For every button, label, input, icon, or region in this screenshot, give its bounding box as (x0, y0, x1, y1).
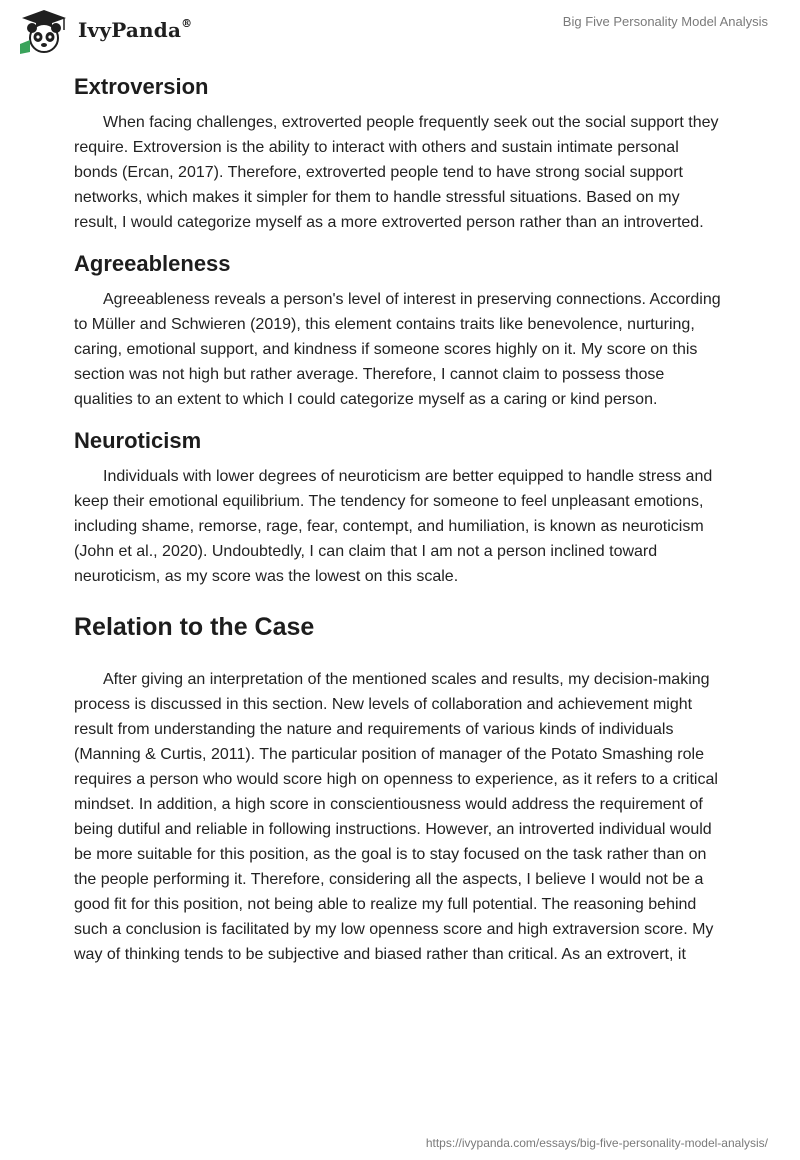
panda-logo-icon[interactable] (14, 8, 74, 56)
section-heading: Neuroticism (74, 428, 202, 453)
section-paragraph: When facing challenges, extroverted people frequently seek out the social support they require. Extroversion is the ability to interact with others and sustain intimate personal bonds (Ercan, 2017). Therefore, extroverted people tend to have strong social support networks, which makes it simpler for them to handle stressful situations. Based on my result, I would categorize myself as a more extroverted person rather than an introverted. (74, 114, 719, 231)
trademark-mark: ® (181, 17, 193, 31)
brand-label: IvyPanda (78, 18, 182, 42)
section-paragraph: After giving an interpretation of the mentioned scales and results, my decision-making process is discussed in this section. New levels of collaboration and achievement might result from understanding the nature and requirements of various kinds of individuals (Manning & Curtis, 2011). The particular position of manager of the Potato Smashing role requires a person who would score high on openness to experience, as it refers to a critical mindset. In addition, a high score in conscientiousness would address the requirement of being dutiful and reliable in following instructions. However, an introverted individual would be more suitable for this position, as the goal is to stay focused on the task rather than on the people performing it. Therefore, considering all the aspects, I believe I would not be a good fit for this position, not being able to realize my full potential. The reasoning behind such a conclusion is facilitated by my low openness score and high extraversion score. My way of thinking tends to be subjective and biased rather than critical. As an extrovert, it (74, 671, 718, 963)
section-heading: Agreeableness (74, 251, 231, 276)
section-heading: Extroversion (74, 74, 209, 99)
section-extroversion (74, 70, 726, 235)
section-paragraph: Individuals with lower degrees of neuroticism are better equipped to handle stress and keep their emotional equilibrium. The tendency for someone to feel unpleasant emotions, including shame, remorse, rage, fear, contempt, and humiliation, is known as neuroticism (John et al., 2020). Undoubtedly, I can claim that I am not a person inclined toward neuroticism, as my score was the lowest on this scale. (74, 468, 713, 585)
section-agreeableness (74, 247, 726, 412)
page-header (0, 0, 800, 62)
section-heading: Relation to the Case (74, 613, 315, 641)
source-url-link[interactable]: https://ivypanda.com/essays/big-five-personality-model-analysis/ (425, 1136, 768, 1150)
section-relation-to-case (74, 609, 726, 967)
section-paragraph: Agreeableness reveals a person's level of interest in preserving connections. According to Müller and Schwieren (2019), this element contains traits like benevolence, nurturing, caring, emotional support, and kindness if someone scores highly on it. My score on this section was not high but rather average. Therefore, I cannot claim to possess those qualities to an extent to which I could categorize myself as a caring or kind person. (74, 291, 721, 408)
document-title: Big Five Personality Model Analysis (562, 14, 768, 29)
brand-name[interactable] (78, 18, 192, 42)
essay-content (74, 70, 726, 967)
section-neuroticism (74, 424, 726, 589)
